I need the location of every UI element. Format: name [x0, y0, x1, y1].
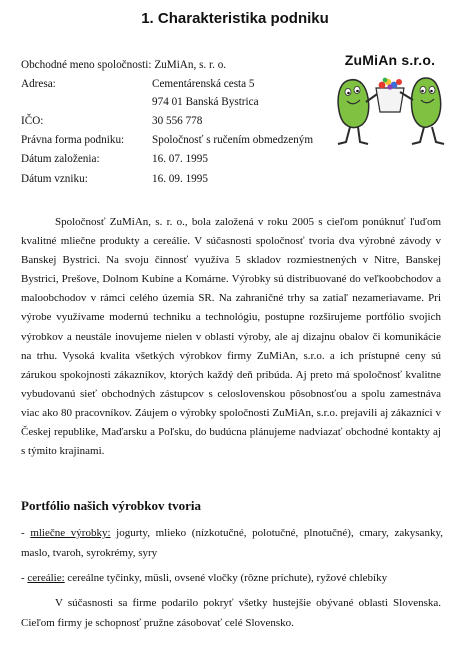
info-label-founded: Dátum založenia: [21, 153, 100, 165]
portfolio-item-dairy [21, 524, 443, 563]
company-logo [328, 52, 452, 150]
company-description: Spoločnosť ZuMiAn, s. r. o., bola založená v roku 2005 s cieľom ponúknuť ľuďom kvalitné mliečne produkty a cereálie. V súčasnosti spoločnosť tvoria dva výrobné závody v Banskej Bystrici. Na svoju činnosť využíva 5 skladov rozmiestnených v Nitre, Banskej Bystrici, Prešove, Dolnom Kubíne a Komárne. Výrobky sú distribuované do veľkoobchodov a maloobchodov v rámci celého územia SR. Na zahraničné trhy sa zatiaľ nezameriavame. Pri výrobe využívame modernú techniku a technológiu, postupne rozširujeme portfólio svojich výrobkov a neustále inovujeme nielen v oblasti výroby, ale aj dizajnu obalov či komunikácie na trhu. Vysoká kvalita všetkých výrobkov firmy ZuMiAn, s.r.o. a ich prístupné ceny sú zárukou spokojnosti zákazníkov, ktorých každý deň pribúda. Aj preto má spoločnosť kvalitne vybudovanú sieť obchodných zástupcov s celoslovenskou pôsobnosťou a spolu zamestnáva viac ako 80 pracovníkov. Záujem o výrobky spoločnosti ZuMiAn, s.r.o. prejavili aj zákazníci v Českej republike, Maďarsku a Poľsku, do budúcna plánujeme nadviazať obchodné kontakty aj s týmito krajinami. [21, 216, 441, 458]
info-value-address-line1: Cementárenská cesta 5 [152, 78, 255, 90]
portfolio-heading: Portfólio našich výrobkov tvoria [21, 498, 201, 513]
info-label-legal-form: Právna forma podniku: [21, 134, 125, 146]
portfolio-dairy-prefix: - [21, 527, 31, 539]
info-row-name [21, 59, 226, 73]
logo-mascot-icon [328, 70, 452, 150]
info-value-founded: 16. 07. 1995 [152, 153, 208, 165]
portfolio-dairy-items: jogurty, mlieko (nízkotučné, polotučné, plnotučné), cmary, zakysanky, maslo, tvaroh, syrokrémy, syry [21, 527, 443, 559]
closing-paragraph: V súčasnosti sa firme podarilo pokryť všetky hustejšie obývané oblasti Slovenska. Cieľom firmy je schopnosť pružne zásobovať celé Slovensko. [21, 597, 441, 629]
info-value-ico: 30 556 778 [152, 115, 203, 127]
info-label-origin: Dátum vzniku: [21, 173, 88, 185]
info-value-address-line2: 974 01 Banská Bystrica [152, 96, 259, 108]
page-title: 1. Charakteristika podniku [141, 10, 329, 27]
portfolio-item-cereal [21, 569, 443, 589]
logo-text: ZuMiAn s.r.o. [344, 52, 436, 68]
info-label-name: Obchodné meno spoločnosti: [21, 59, 152, 71]
info-value-legal-form: Spoločnosť s ručením obmedzeným [152, 134, 314, 146]
portfolio-cereal-items: cereálne tyčinky, müsli, ovsené vločky (rôzne príchute), ryžové chlebíky [64, 572, 388, 584]
portfolio-cereal-label: cereálie: [27, 572, 65, 584]
info-label-address: Adresa: [21, 78, 56, 90]
info-value-origin: 16. 09. 1995 [152, 173, 208, 185]
info-label-ico: IČO: [21, 115, 44, 127]
info-value-name: ZuMiAn, s. r. o. [154, 59, 227, 71]
portfolio-dairy-label: mliečne výrobky: [30, 527, 111, 539]
portfolio-cereal-prefix: - [21, 572, 28, 584]
